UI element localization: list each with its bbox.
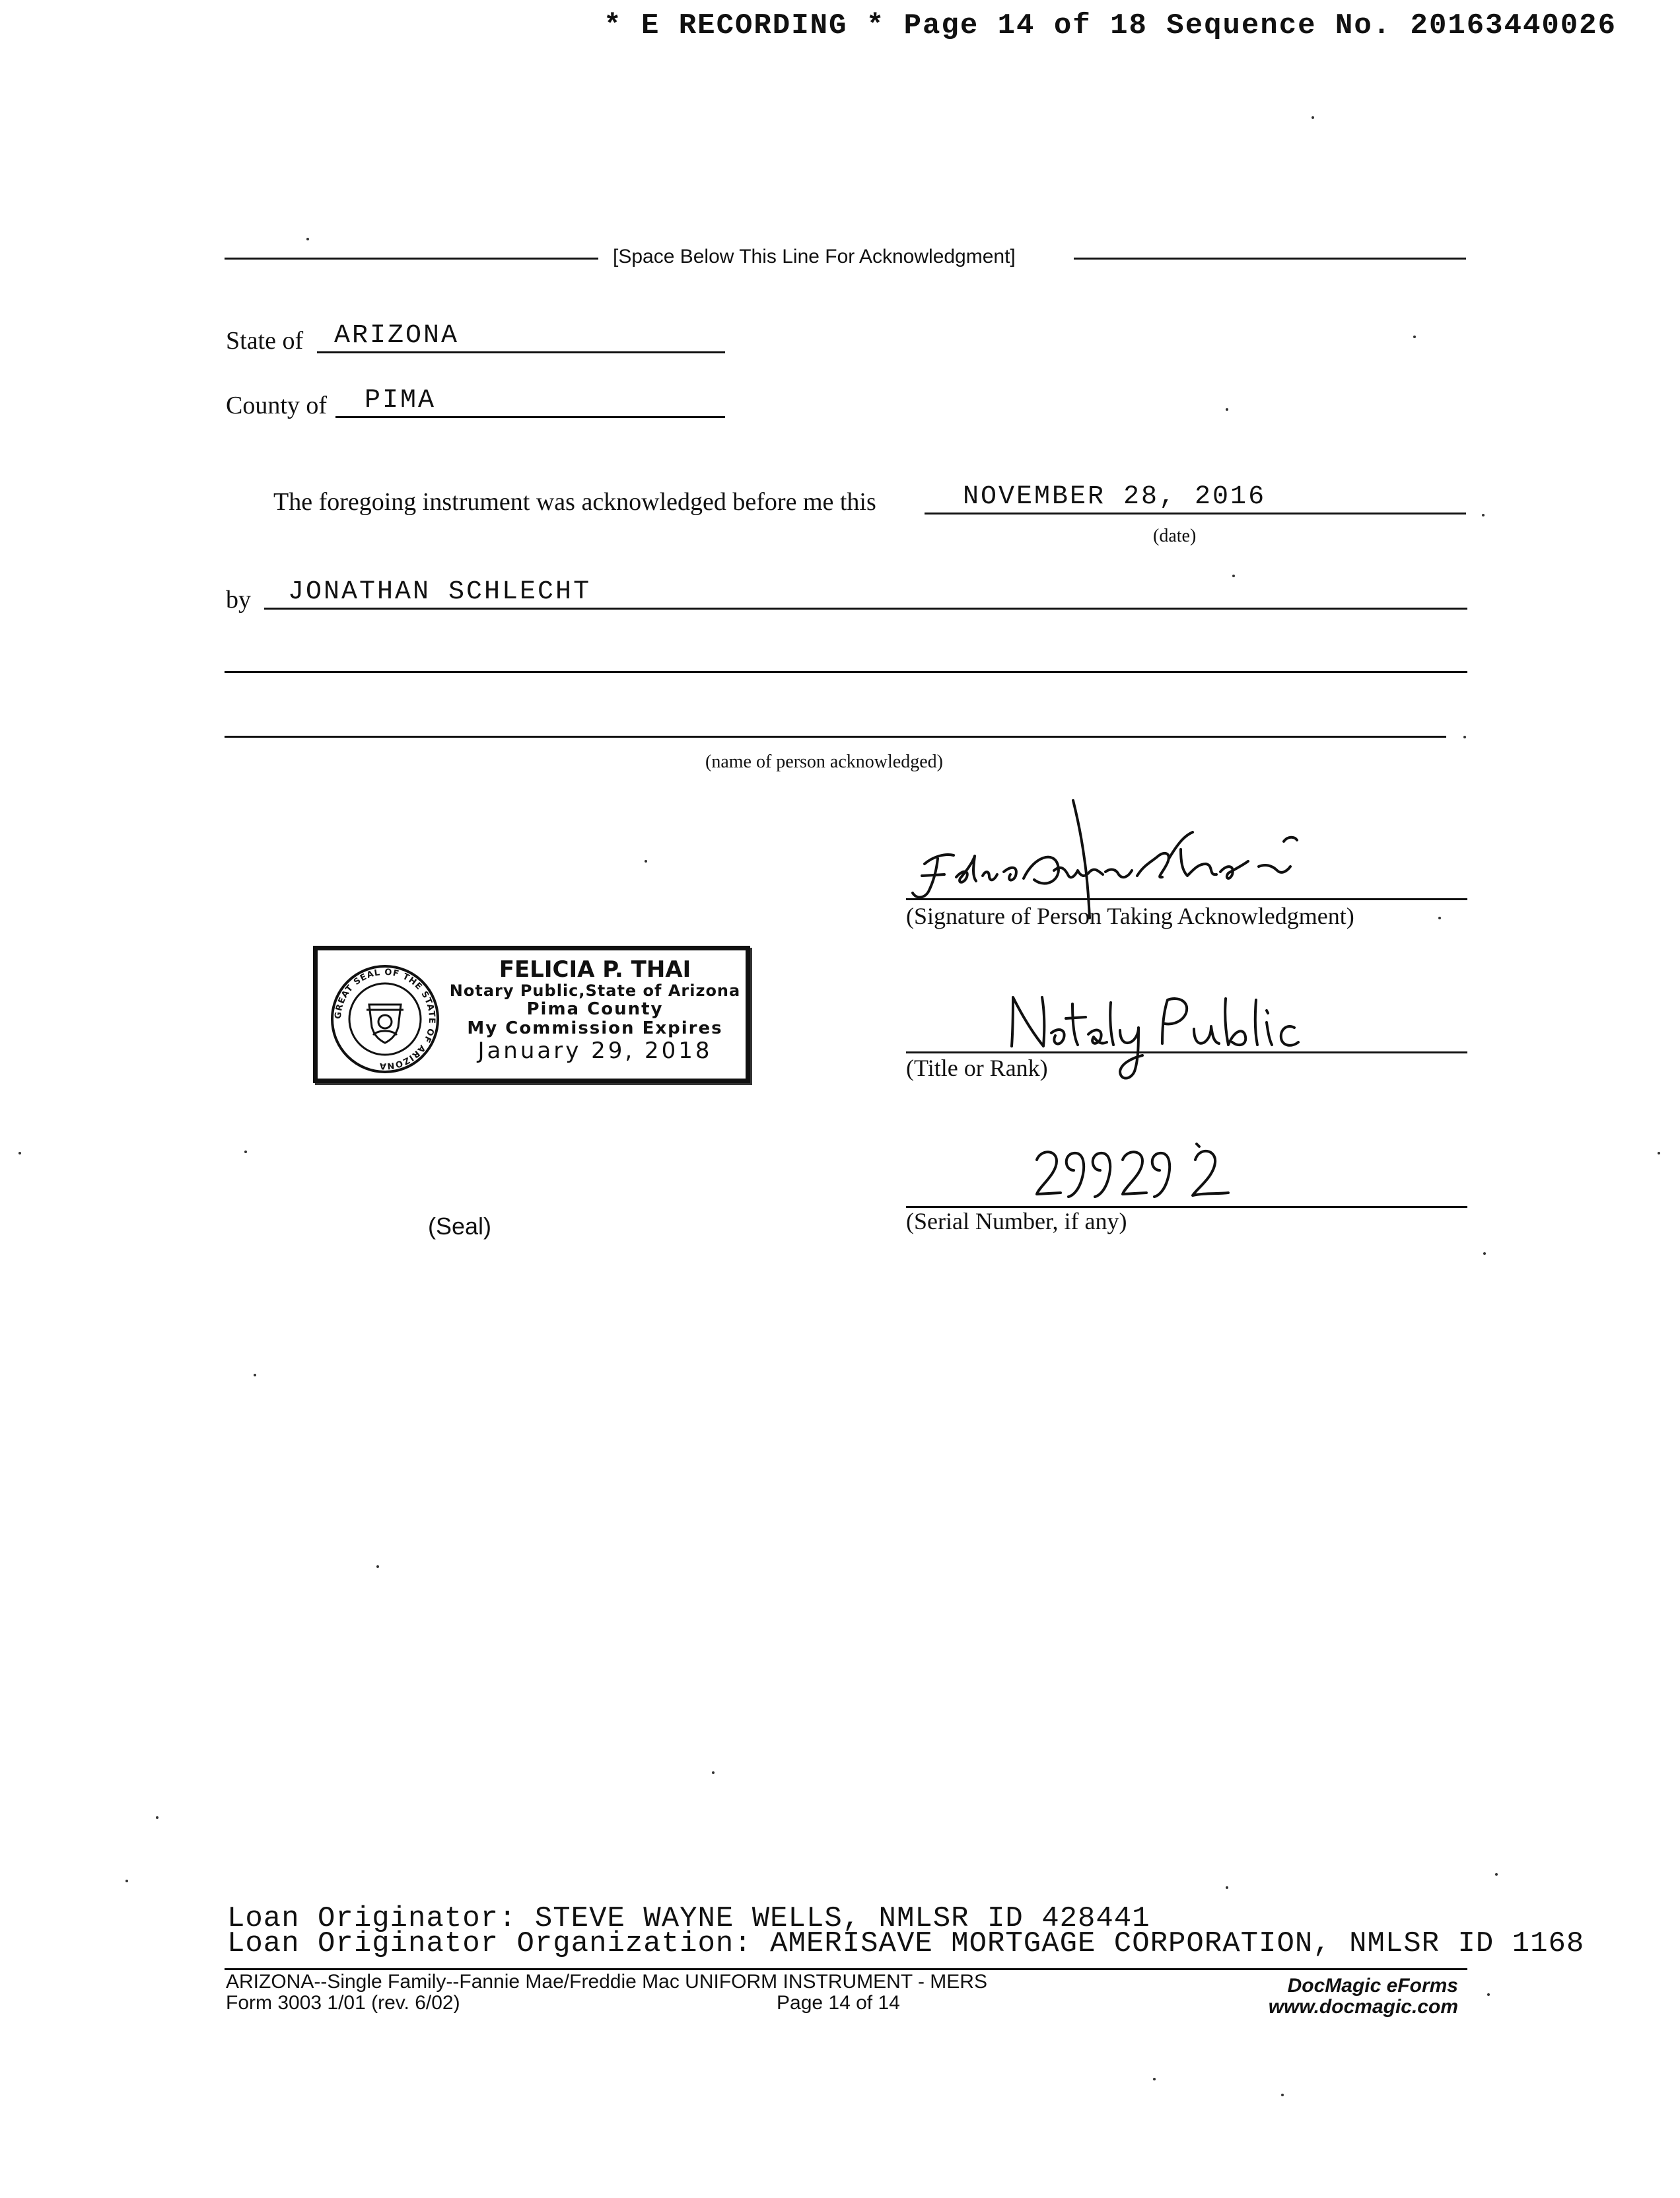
stamp-line-expiration: January 29, 2018 <box>477 1038 713 1065</box>
state-value: ARIZONA <box>334 321 460 351</box>
scan-speck <box>125 1880 128 1882</box>
state-underline <box>317 351 725 353</box>
title-underline <box>906 1051 1467 1053</box>
scan-speck <box>1483 1252 1486 1255</box>
footer-page-number: Page 14 of 14 <box>777 1992 900 2014</box>
person-value: JONATHAN SCHLECHT <box>288 577 592 607</box>
scan-speck <box>712 1771 715 1774</box>
scan-speck <box>1226 408 1228 411</box>
scan-speck <box>1226 1886 1228 1889</box>
recording-header: * E RECORDING * Page 14 of 18 Sequence No. 20163440026 <box>604 9 1617 42</box>
separator-text: [Space Below This Line For Acknowledgment] <box>613 246 1016 267</box>
footer-rule <box>225 1968 1467 1970</box>
stamp-line-commission: My Commission Expires <box>467 1018 723 1039</box>
county-label: County of <box>226 392 328 419</box>
form-number: Form 3003 1/01 (rev. 6/02) <box>226 1992 460 2014</box>
serial-caption: (Serial Number, if any) <box>906 1208 1127 1234</box>
scan-speck <box>244 1151 247 1153</box>
by-label: by <box>226 586 251 614</box>
arizona-seal-icon <box>330 964 440 1075</box>
scan-speck <box>376 1565 379 1568</box>
seal-ring-text: GREAT SEAL OF THE STATE OF ARIZONA <box>333 967 437 1071</box>
form-description: ARIZONA--Single Family--Fannie Mae/Freddie Mac UNIFORM INSTRUMENT - MERS <box>226 1971 987 1993</box>
scan-speck <box>306 238 309 240</box>
person-underline-3 <box>225 736 1446 738</box>
date-value: NOVEMBER 28, 2016 <box>963 482 1267 512</box>
stamp-line-county: Pima County <box>526 999 664 1019</box>
stamp-text <box>443 957 747 1063</box>
loan-originator-organization: Loan Originator Organization: AMERISAVE MORTGAGE CORPORATION, NMLSR ID 1168 <box>227 1927 1585 1960</box>
docmagic-brand: DocMagic eForms <box>1287 1975 1458 1997</box>
stamp-line-notary-public: Notary Public,State of Arizona <box>449 981 741 1001</box>
scan-speck <box>1413 336 1416 338</box>
handwritten-serial <box>1030 1140 1255 1213</box>
acknowledgment-separator <box>225 243 1466 269</box>
notary-stamp <box>313 946 750 1083</box>
loan-originator: Loan Originator: STEVE WAYNE WELLS, NMLSR ID 428441 <box>227 1902 1150 1935</box>
scan-speck <box>1495 1873 1498 1876</box>
scan-speck <box>1312 116 1314 119</box>
state-label: State of <box>226 327 304 355</box>
scan-speck <box>645 860 647 863</box>
signature-underline <box>906 898 1467 900</box>
scan-speck <box>1463 736 1466 738</box>
date-caption: (date) <box>1153 526 1197 546</box>
person-underline-2 <box>225 671 1467 673</box>
scan-speck <box>1487 1993 1490 1996</box>
county-underline <box>335 416 725 418</box>
date-underline <box>925 513 1466 514</box>
scan-speck <box>156 1816 158 1819</box>
person-underline-1 <box>264 608 1467 610</box>
separator-line-left <box>225 258 598 260</box>
stamp-notary-name: FELICIA P. THAI <box>499 956 691 983</box>
scan-speck <box>1232 575 1235 577</box>
handwritten-title <box>1004 984 1347 1083</box>
scan-speck <box>1153 2078 1156 2080</box>
acknowledgment-text: The foregoing instrument was acknowledged before me this <box>273 488 876 516</box>
seal-label: (Seal) <box>428 1213 492 1240</box>
scan-speck <box>18 1152 21 1154</box>
scan-speck <box>254 1374 256 1376</box>
signature-caption: (Signature of Person Taking Acknowledgment) <box>906 903 1354 929</box>
scan-speck <box>1438 917 1441 919</box>
county-value: PIMA <box>365 386 437 415</box>
person-caption: (name of person acknowledged) <box>705 752 943 772</box>
scan-speck <box>1658 1152 1660 1154</box>
separator-line-right <box>1074 258 1466 260</box>
docmagic-url: www.docmagic.com <box>1268 1996 1458 2018</box>
scan-speck <box>1482 514 1485 516</box>
scan-speck <box>1281 2094 1284 2096</box>
title-caption: (Title or Rank) <box>906 1055 1048 1081</box>
